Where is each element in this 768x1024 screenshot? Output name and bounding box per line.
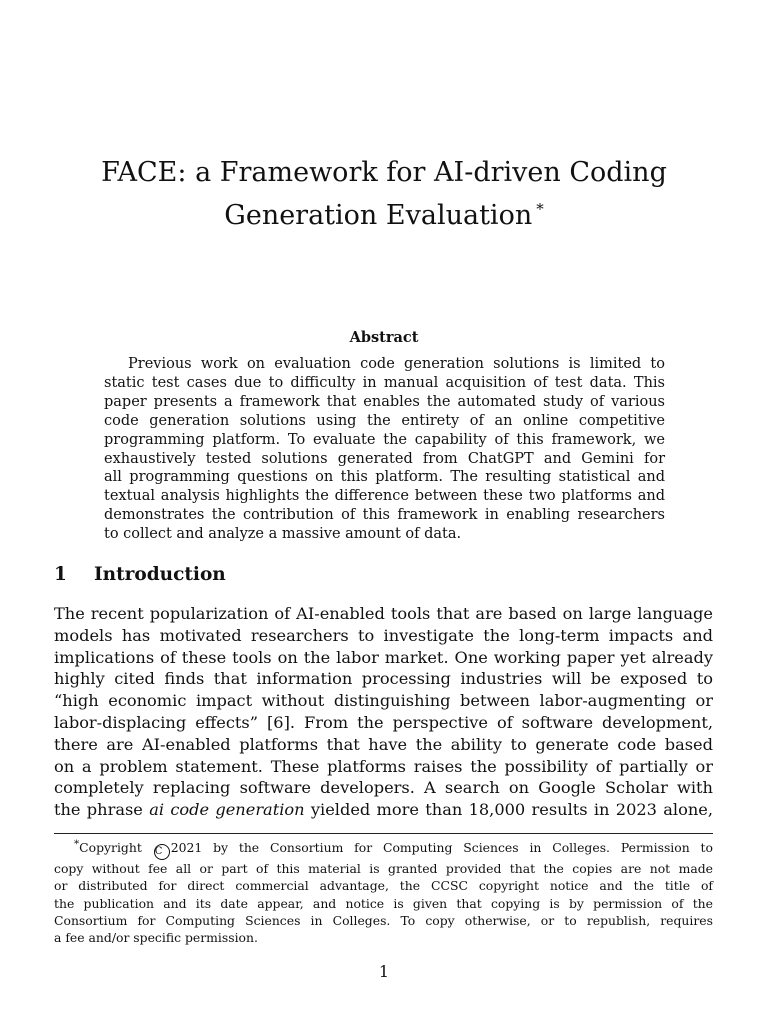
footnote-line: a fee and/or specific permission. [54, 930, 258, 946]
copyright-icon: C [154, 844, 170, 860]
footnote-copyright-word: Copyright [79, 840, 142, 856]
abstract-line: exhaustively tested solutions generated from ChatGPT and Gemini for [104, 450, 665, 467]
body-line: on a problem statement. These platforms raises the possibility of partially or [54, 756, 713, 776]
section-title: Introduction [94, 564, 226, 585]
copyright-footnote [54, 836, 713, 947]
abstract-line: textual analysis highlights the difference between these two platforms and [104, 488, 665, 505]
abstract-line: code generation solutions using the entirety of an online competitive [104, 412, 665, 429]
italic-phrase: ai code generation [149, 800, 305, 820]
title-footnote-marker: * [536, 200, 544, 218]
body-line: there are AI-enabled platforms that have the ability to generate code based [54, 734, 713, 754]
paper-title [60, 154, 708, 234]
body-text-fragment: yielded more than 18,000 results in 2023 alone, [310, 800, 713, 820]
body-line: “high economic impact without distinguishing between labor-augmenting or [54, 691, 713, 711]
body-line-last [54, 799, 713, 821]
title-line-2-text: Generation Evaluation [224, 200, 533, 231]
body-line: labor-displacing effects” [6]. From the perspective of software development, [54, 712, 713, 732]
body-text-fragment: the phrase [54, 800, 143, 820]
body-line: The recent popularization of AI-enabled tools that are based on large language [54, 604, 713, 623]
abstract-body [104, 355, 665, 544]
footnote-line: copy without fee all or part of this material is granted provided that the copies are not made [54, 861, 713, 877]
section-number: 1 [54, 564, 67, 585]
title-line-2 [60, 191, 708, 234]
footnote-line: the publication and its date appear, and notice is given that copying is by permission of the [54, 895, 713, 911]
abstract-heading: Abstract [349, 329, 419, 346]
body-line: highly cited finds that information processing industries will be exposed to [54, 669, 713, 689]
abstract-line: static test cases due to difficulty in manual acquisition of test data. This [104, 374, 665, 391]
abstract-line: programming platform. To evaluate the capability of this framework, we [104, 431, 665, 448]
body-line: completely replacing software developers. A search on Google Scholar with [54, 778, 713, 798]
body-line: models has motivated researchers to investigate the long-term impacts and [54, 625, 713, 645]
footnote-line [54, 836, 713, 860]
page-number: 1 [378, 962, 390, 981]
footnote-marker: * [74, 838, 80, 850]
footnote-line: Consortium for Computing Sciences in Colleges. To copy otherwise, or to republish, requires [54, 913, 713, 929]
body-line: implications of these tools on the labor market. One working paper yet already [54, 647, 713, 667]
abstract-line: paper presents a framework that enables the automated study of various [104, 393, 665, 410]
footnote-first-line-text: 2021 by the Consortium for Computing Sciences in Colleges. Permission to [170, 840, 713, 856]
title-line-1: FACE: a Framework for AI-driven Coding [101, 157, 667, 188]
introduction-body [54, 603, 713, 821]
footnote-rule [54, 833, 713, 834]
footnote-line: or distributed for direct commercial advantage, the CCSC copyright notice and the title of [54, 878, 713, 894]
abstract-line: to collect and analyze a massive amount of data. [104, 526, 462, 543]
abstract-line: Previous work on evaluation code generation solutions is limited to [128, 356, 665, 372]
abstract-line: all programming questions on this platform. The resulting statistical and [104, 469, 665, 486]
abstract-line: demonstrates the contribution of this framework in enabling researchers [104, 507, 665, 524]
section-heading-introduction [54, 564, 226, 585]
